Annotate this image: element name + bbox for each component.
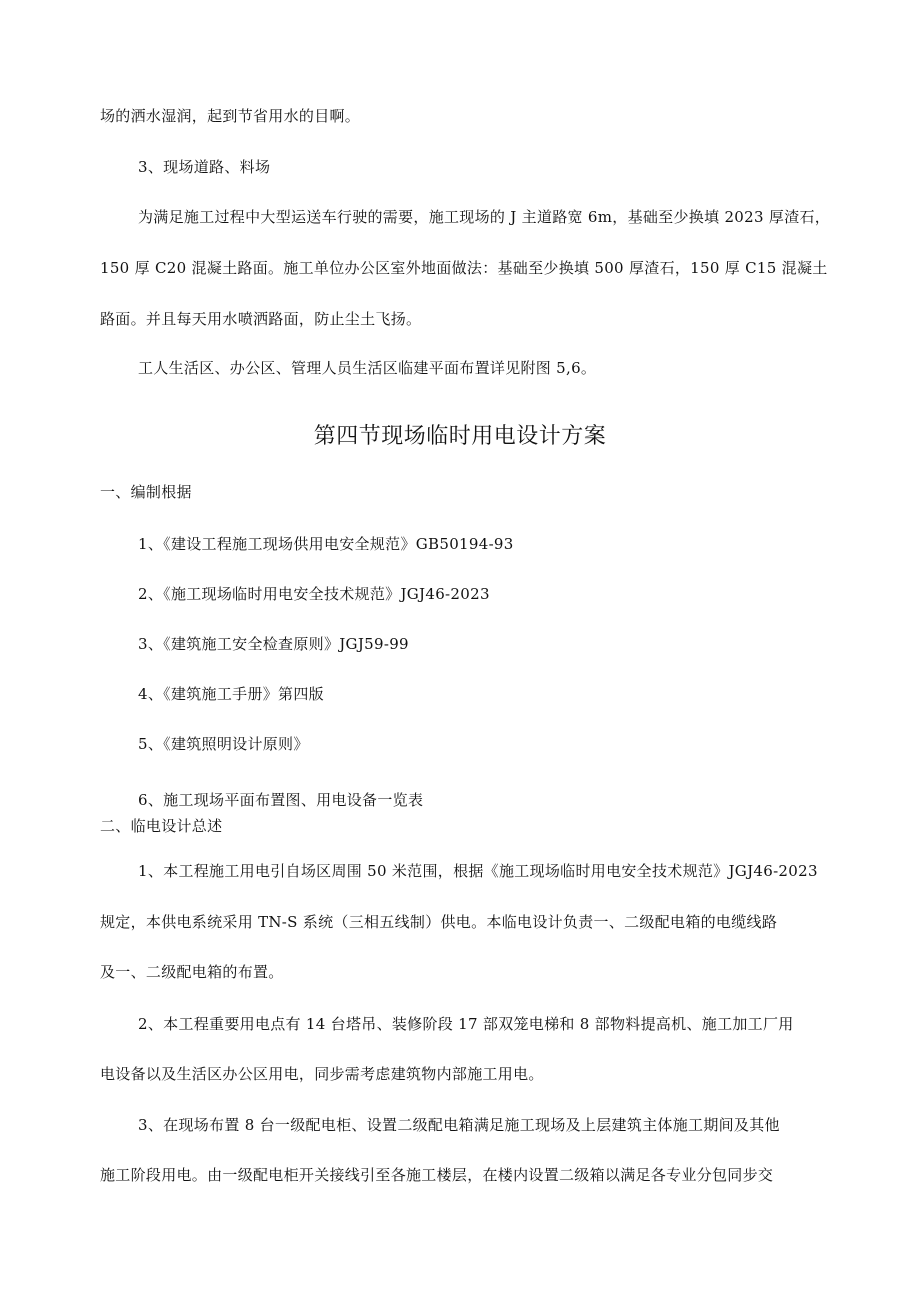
paragraph-line: 3、在现场布置 8 台一级配电柜、设置二级配电箱满足施工现场及上层建筑主体施工期间及其他 — [138, 1116, 780, 1134]
section-one-title: 一、编制根据 — [100, 483, 192, 501]
section-heading: 第四节现场临时用电设计方案 — [313, 424, 607, 449]
paragraph-line: 路面。并且每天用水喷洒路面，防止尘土飞扬。 — [100, 310, 422, 328]
reference-item: 3、《建筑施工安全检查原则》JGJ59-99 — [138, 635, 409, 653]
paragraph-line: 施工阶段用电。由一级配电柜开关接线引至各施工楼层，在楼内设置二级箱以满足各专业分包同步交 — [100, 1166, 774, 1184]
paragraph-line: 工人生活区、办公区、管理人员生活区临建平面布置详见附图 5,6。 — [138, 359, 597, 377]
paragraph-line: 及一、二级配电箱的布置。 — [100, 963, 284, 981]
reference-item: 6、施工现场平面布置图、用电设备一览表 — [138, 791, 424, 809]
reference-item: 5、《建筑照明设计原则》 — [138, 735, 309, 753]
paragraph-line: 2、本工程重要用电点有 14 台塔吊、装修阶段 17 部双笼电梯和 8 部物料提高机、施工加工厂用 — [138, 1015, 794, 1033]
paragraph-line: 场的洒水湿润，起到节省用水的目啊。 — [100, 107, 361, 125]
paragraph-line: 为满足施工过程中大型运送车行驶的需要，施工现场的 J 主道路宽 6m，基础至少换填 2023 厚渣石， — [138, 208, 831, 226]
paragraph-line: 电设备以及生活区办公区用电，同步需考虑建筑物内部施工用电。 — [100, 1065, 544, 1083]
reference-item: 2、《施工现场临时用电安全技术规范》JGJ46-2023 — [138, 585, 490, 603]
reference-item: 4、《建筑施工手册》第四版 — [138, 685, 324, 703]
section-two-title: 二、临电设计总述 — [100, 817, 223, 835]
paragraph-line: 规定，本供电系统采用 TN-S 系统（三相五线制）供电。本临电设计负责一、二级配电箱的电缆线路 — [100, 913, 778, 931]
paragraph-line: 150 厚 C20 混凝土路面。施工单位办公区室外地面做法：基础至少换填 500 厚渣石，150 厚 C15 混凝土 — [100, 259, 828, 277]
reference-item: 1、《建设工程施工现场供用电安全规范》GB50194-93 — [138, 535, 514, 553]
subsection-title: 3、现场道路、料场 — [138, 158, 271, 176]
paragraph-line: 1、本工程施工用电引自场区周围 50 米范围，根据《施工现场临时用电安全技术规范》JGJ46-2023 — [138, 862, 818, 880]
